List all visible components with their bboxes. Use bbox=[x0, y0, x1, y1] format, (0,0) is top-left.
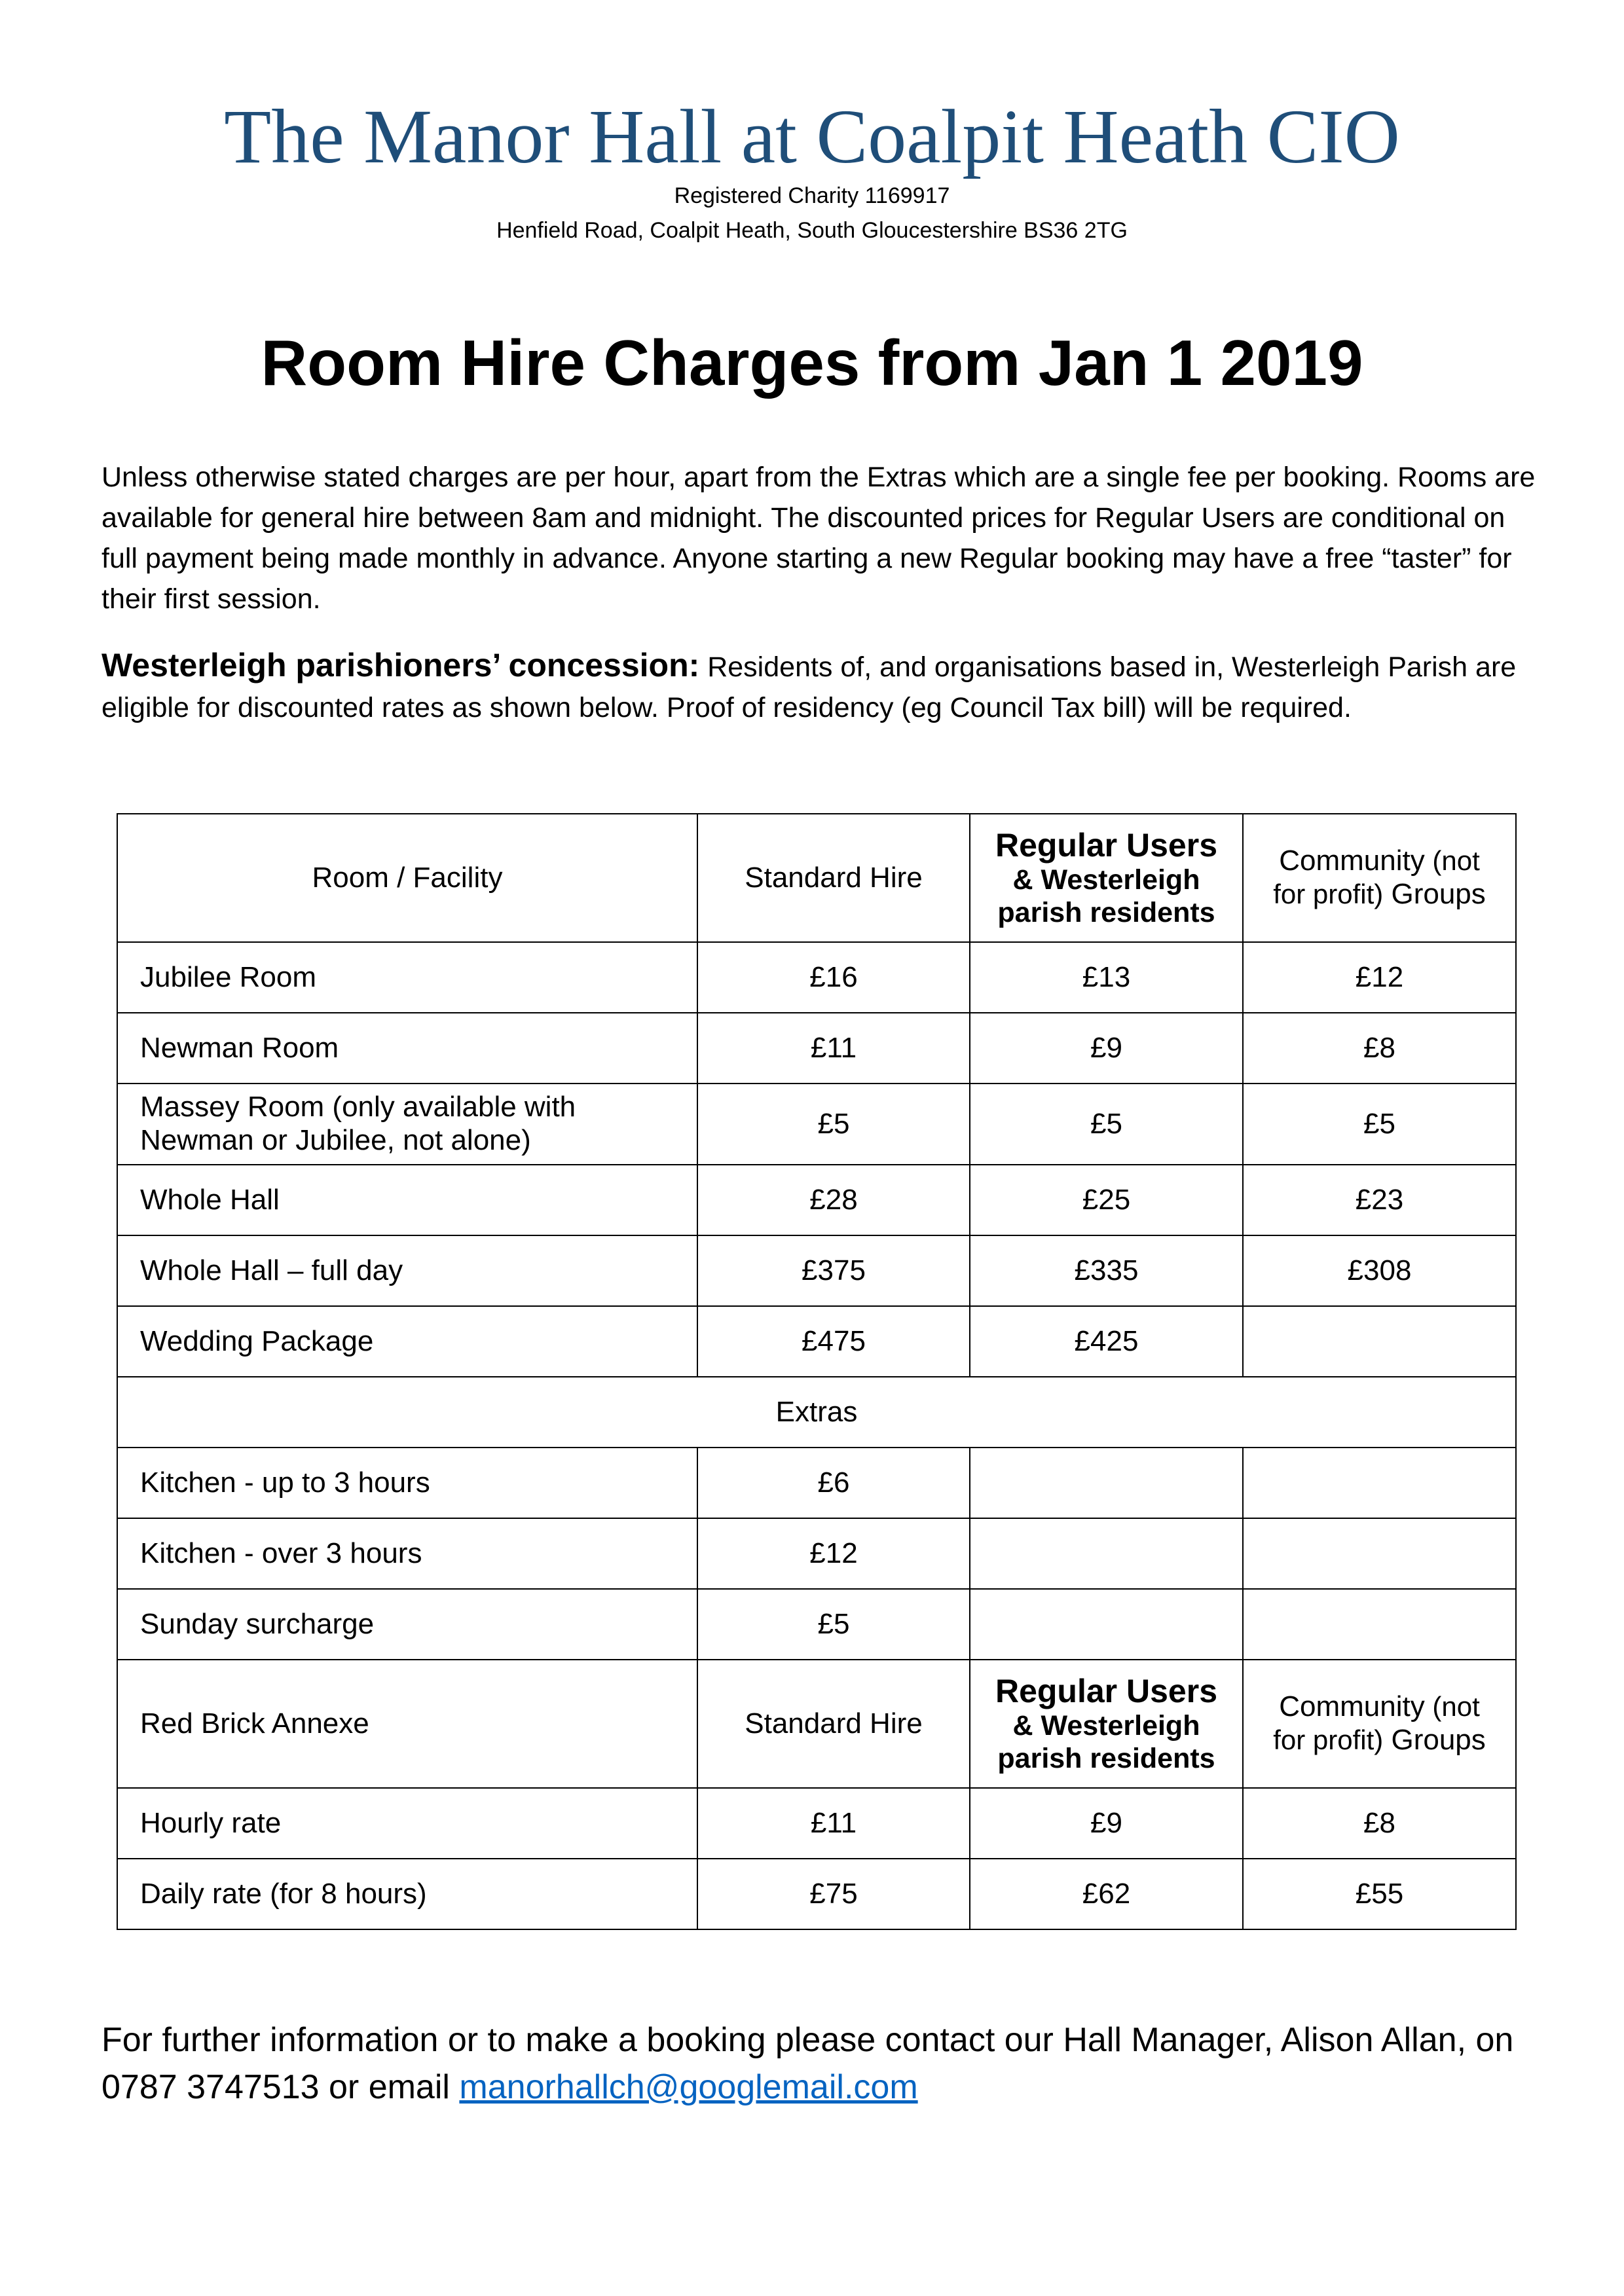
header-community-part4: Groups bbox=[1383, 1724, 1486, 1756]
table-row bbox=[117, 1235, 1516, 1306]
standard-price: £475 bbox=[697, 1306, 970, 1377]
annexe-header-row bbox=[117, 1660, 1516, 1788]
table-row bbox=[117, 1788, 1516, 1859]
concession-text: Residents of, and organisations based in, Westerleigh Parish are eligible for discounted rates as shown below. Proof of residency (eg Council Tax bill) will be required. bbox=[101, 651, 1517, 723]
page-title: Room Hire Charges from Jan 1 2019 bbox=[261, 327, 1363, 399]
extra-name: Sunday surcharge bbox=[117, 1589, 697, 1660]
extras-header-row bbox=[117, 1377, 1516, 1448]
community-price bbox=[1243, 1518, 1516, 1589]
header-regular-line3: parish residents bbox=[997, 896, 1215, 928]
community-price: £8 bbox=[1243, 1013, 1516, 1084]
standard-price: £28 bbox=[697, 1165, 970, 1235]
regular-price: £25 bbox=[970, 1165, 1243, 1235]
email-link[interactable]: manorhallch@googlemail.com bbox=[459, 2068, 918, 2106]
community-price: £308 bbox=[1243, 1235, 1516, 1306]
organisation-name: The Manor Hall at Coalpit Heath CIO bbox=[224, 94, 1400, 179]
regular-price: £425 bbox=[970, 1306, 1243, 1377]
regular-price bbox=[970, 1589, 1243, 1660]
community-price bbox=[1243, 1306, 1516, 1377]
header-regular-line2: & Westerleigh bbox=[1012, 864, 1200, 896]
standard-price: £12 bbox=[697, 1518, 970, 1589]
intro-paragraph: Unless otherwise stated charges are per hour, apart from the Extras which are a single fee per booking. Rooms are available for general hire between 8am and midnight. The discounted prices for Regular Users are conditional on full payment being made monthly in advance. Anyone starting a new Regular booking may have a free “taster” for their first session. bbox=[101, 462, 1536, 615]
community-price: £23 bbox=[1243, 1165, 1516, 1235]
table-row bbox=[117, 1859, 1516, 1929]
regular-price bbox=[970, 1448, 1243, 1518]
regular-price: £9 bbox=[970, 1788, 1243, 1859]
concession-paragraph bbox=[101, 645, 1542, 728]
extra-name: Kitchen - up to 3 hours bbox=[117, 1448, 697, 1518]
table-row bbox=[117, 1448, 1516, 1518]
table-row bbox=[117, 1589, 1516, 1660]
header-regular bbox=[970, 1660, 1243, 1788]
standard-price: £75 bbox=[697, 1859, 970, 1929]
community-price bbox=[1243, 1448, 1516, 1518]
regular-price bbox=[970, 1518, 1243, 1589]
regular-price: £335 bbox=[970, 1235, 1243, 1306]
standard-price: £11 bbox=[697, 1013, 970, 1084]
room-name: Jubilee Room bbox=[117, 942, 697, 1013]
regular-price: £13 bbox=[970, 942, 1243, 1013]
concession-label: Westerleigh parishioners’ concession: bbox=[101, 647, 700, 683]
regular-price: £9 bbox=[970, 1013, 1243, 1084]
standard-price: £5 bbox=[697, 1589, 970, 1660]
header-room: Room / Facility bbox=[117, 814, 697, 942]
standard-price: £11 bbox=[697, 1788, 970, 1859]
header-community bbox=[1243, 1660, 1516, 1788]
table-row bbox=[117, 942, 1516, 1013]
regular-price: £5 bbox=[970, 1084, 1243, 1165]
annexe-rate-name: Daily rate (for 8 hours) bbox=[117, 1859, 697, 1929]
regular-price: £62 bbox=[970, 1859, 1243, 1929]
header-community-part3: for profit) bbox=[1273, 879, 1384, 909]
header-community-part1: Community bbox=[1279, 845, 1425, 877]
header-standard: Standard Hire bbox=[697, 814, 970, 942]
room-name: Whole Hall – full day bbox=[117, 1235, 697, 1306]
annexe-label: Red Brick Annexe bbox=[117, 1660, 697, 1788]
room-name: Wedding Package bbox=[117, 1306, 697, 1377]
header-community-part2: (not bbox=[1424, 1691, 1480, 1722]
header-regular-line1: Regular Users bbox=[995, 826, 1218, 864]
header-community-part2: (not bbox=[1424, 845, 1480, 877]
contact-paragraph bbox=[101, 2016, 1575, 2111]
header-community bbox=[1243, 814, 1516, 942]
table-header-row bbox=[117, 814, 1516, 942]
header-community-part3: for profit) bbox=[1273, 1724, 1384, 1755]
extra-name: Kitchen - over 3 hours bbox=[117, 1518, 697, 1589]
address: Henfield Road, Coalpit Heath, South Gloucestershire BS36 2TG bbox=[496, 218, 1128, 243]
header-community-part4: Groups bbox=[1383, 878, 1486, 910]
community-price: £12 bbox=[1243, 942, 1516, 1013]
community-price: £5 bbox=[1243, 1084, 1516, 1165]
community-price: £8 bbox=[1243, 1788, 1516, 1859]
header-regular-line3: parish residents bbox=[997, 1742, 1215, 1774]
standard-price: £375 bbox=[697, 1235, 970, 1306]
table-row bbox=[117, 1013, 1516, 1084]
room-name: Newman Room bbox=[117, 1013, 697, 1084]
charges-table bbox=[117, 813, 1517, 1930]
extras-label: Extras bbox=[117, 1377, 1516, 1448]
table-row bbox=[117, 1084, 1516, 1165]
community-price: £55 bbox=[1243, 1859, 1516, 1929]
header-regular-line1: Regular Users bbox=[995, 1672, 1218, 1709]
header-standard: Standard Hire bbox=[697, 1660, 970, 1788]
contact-text: For further information or to make a booking please contact our Hall Manager, Alison Allan, on 0787 3747513 or email bbox=[101, 2021, 1514, 2106]
community-price bbox=[1243, 1589, 1516, 1660]
charity-number: Registered Charity 1169917 bbox=[674, 183, 950, 208]
table-row bbox=[117, 1306, 1516, 1377]
standard-price: £6 bbox=[697, 1448, 970, 1518]
header-regular bbox=[970, 814, 1243, 942]
standard-price: £16 bbox=[697, 942, 970, 1013]
table-row bbox=[117, 1518, 1516, 1589]
room-name: Massey Room (only available with Newman or Jubilee, not alone) bbox=[117, 1084, 697, 1165]
standard-price: £5 bbox=[697, 1084, 970, 1165]
annexe-rate-name: Hourly rate bbox=[117, 1788, 697, 1859]
header-community-part1: Community bbox=[1279, 1690, 1425, 1723]
header-regular-line2: & Westerleigh bbox=[1012, 1710, 1200, 1742]
room-name: Whole Hall bbox=[117, 1165, 697, 1235]
table-row bbox=[117, 1165, 1516, 1235]
